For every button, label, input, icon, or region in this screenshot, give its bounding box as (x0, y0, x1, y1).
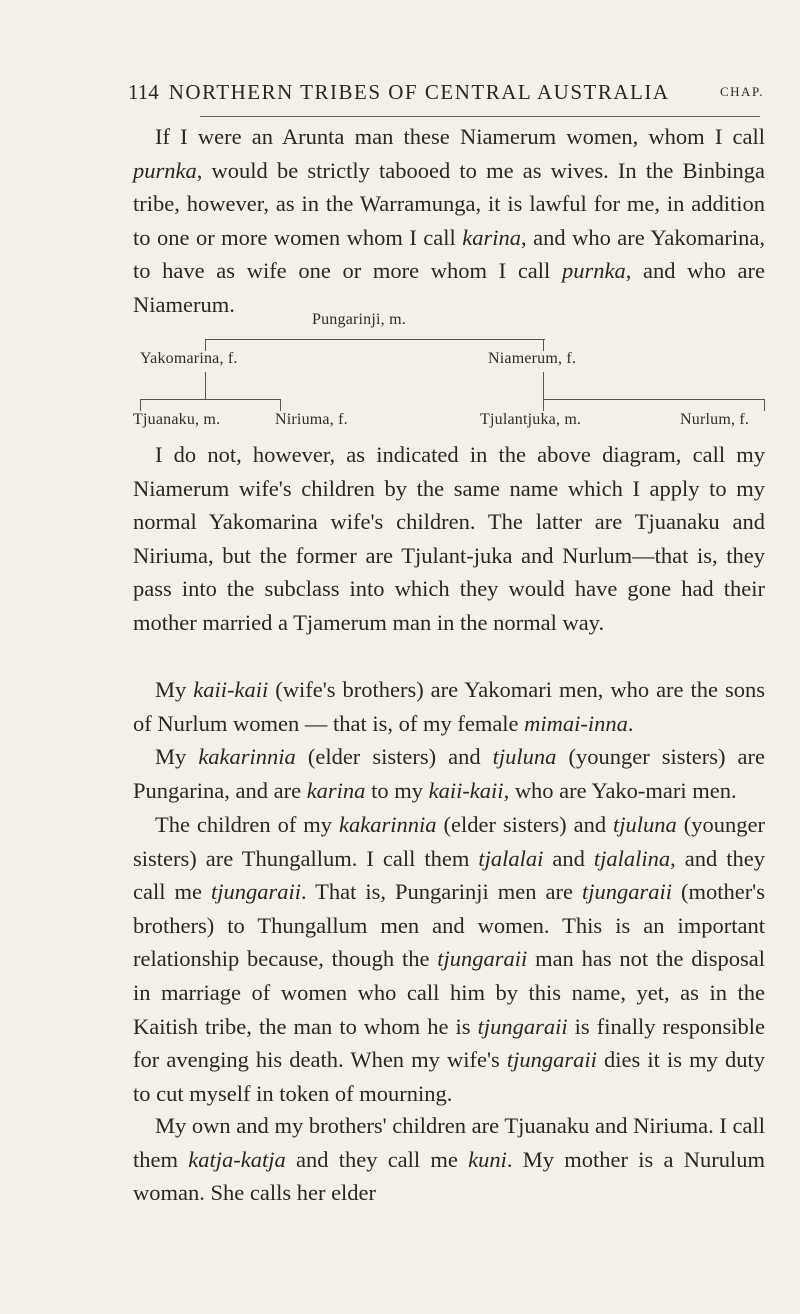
text-run: My (155, 744, 199, 769)
diagram-child-1: Tjuanaku, m. (133, 411, 221, 428)
text-run: (elder sisters) and (295, 744, 493, 769)
native-term: kaii-kaii (428, 777, 504, 803)
text-run: , and who are Niamerum. (133, 258, 766, 317)
diagram-connector (543, 372, 544, 400)
text-run: and they call me (285, 1146, 469, 1172)
native-term: tjungaraii (437, 946, 528, 972)
text-run: to my (365, 777, 429, 803)
native-term: tjuluna (492, 744, 557, 769)
diagram-child-2: Niriuma, f. (275, 411, 348, 428)
paragraph-4 (133, 740, 765, 807)
diagram-child-4: Nurlum, f. (680, 411, 750, 428)
diagram-connector (543, 399, 544, 411)
native-term: kakarinnia (198, 744, 296, 769)
native-term: tjuluna (613, 812, 677, 837)
chapter-label: CHAP. (720, 84, 764, 99)
diagram-connector (140, 399, 280, 400)
diagram-connector (280, 399, 281, 411)
diagram-wife-right: Niamerum, f. (488, 350, 577, 367)
text-run: . My mother is a Nurulum woman. She calls her elder (133, 1146, 765, 1206)
paragraph-2 (133, 438, 765, 640)
native-term: mimai-inna (524, 710, 628, 736)
paragraph-5 (133, 808, 765, 1110)
text-run: dies it is my duty to cut myself in token of mourning. (133, 1047, 765, 1106)
native-term: kakarinnia (339, 812, 437, 837)
diagram-root-label: Pungarinji, m. (312, 311, 406, 328)
text-run: . (627, 710, 634, 736)
text-run: , and who are Yakomarina, to have as wife one or more whom I call (133, 224, 765, 284)
running-title: NORTHERN TRIBES OF CENTRAL AUSTRALIA (168, 80, 670, 104)
text-run: (younger sisters) are Pungarina, and are (133, 744, 765, 803)
text-run: My (155, 677, 194, 702)
text-run: . That is, Pungarinji men are (300, 879, 582, 905)
text-run: (elder sisters) and (436, 812, 614, 837)
native-term: tjalalina (593, 845, 671, 871)
genealogy-diagram (0, 0, 800, 440)
native-term: purnka (133, 157, 197, 183)
diagram-connector (205, 372, 206, 400)
native-term: tjalalai (478, 845, 544, 871)
native-term: tjungaraii (581, 879, 672, 905)
text-run: (younger sisters) are Thungallum. I call them (133, 812, 765, 871)
text-run: I do not, however, as indicated in the above diagram, call my Niamerum wife's children by the same name which I apply to my normal Yakomarina wife's children. The latter are Tjuanaku and Niriuma, but the former are Tjulant-juka and Nurlum—that is, they pass into the subclass into which they would have gone had their mother married a Tjamerum man in the normal way. (133, 442, 765, 635)
text-run: , who are Yako-mari men. (503, 777, 737, 803)
text-run: The children of my (155, 812, 340, 837)
diagram-child-3: Tjulantjuka, m. (480, 411, 582, 428)
text-run: , would be strictly tabooed to me as wives. In the Binbinga tribe, however, as in the Warramunga, it is lawful for me, in addition to one or more women whom I call (133, 157, 765, 250)
native-term: karina (462, 224, 521, 250)
text-run: is finally responsible for avenging his death. When my wife's (133, 1013, 765, 1073)
text-run: and (543, 845, 594, 871)
text-run: , and they call me (133, 845, 765, 905)
native-term: kuni (468, 1146, 507, 1172)
page-number: 114 (128, 80, 159, 104)
diagram-wife-left: Yakomarina, f. (140, 350, 238, 367)
diagram-connector (140, 399, 141, 411)
text-run: (wife's brothers) are Yakomari men, who are the sons of Nurlum women — that is, of my female (133, 677, 765, 736)
native-term: kaii-kaii (193, 677, 269, 702)
diagram-connector (205, 339, 545, 340)
text-run: My own and my brothers' children are Tjuanaku and Niriuma. I call them (133, 1113, 765, 1172)
diagram-connector (543, 399, 765, 400)
text-run: (mother's brothers) to Thungallum men and women. This is an important relationship because, though the (133, 879, 765, 972)
native-term: purnka (561, 258, 626, 284)
native-term: karina (306, 777, 366, 803)
text-run: If I were an Arunta man these Niamerum women, whom I call (155, 124, 765, 149)
native-term: tjungaraii (506, 1047, 597, 1073)
native-term: tjungaraii (210, 879, 301, 905)
paragraph-3 (133, 673, 765, 740)
paragraph-6 (133, 1109, 765, 1210)
native-term: katja-katja (188, 1146, 286, 1172)
text-run: man has not the disposal in marriage of women who call him by this name, yet, as in the Kaitish tribe, the man to whom he is (133, 946, 765, 1039)
diagram-connector (764, 399, 765, 411)
native-term: tjungaraii (477, 1013, 568, 1039)
